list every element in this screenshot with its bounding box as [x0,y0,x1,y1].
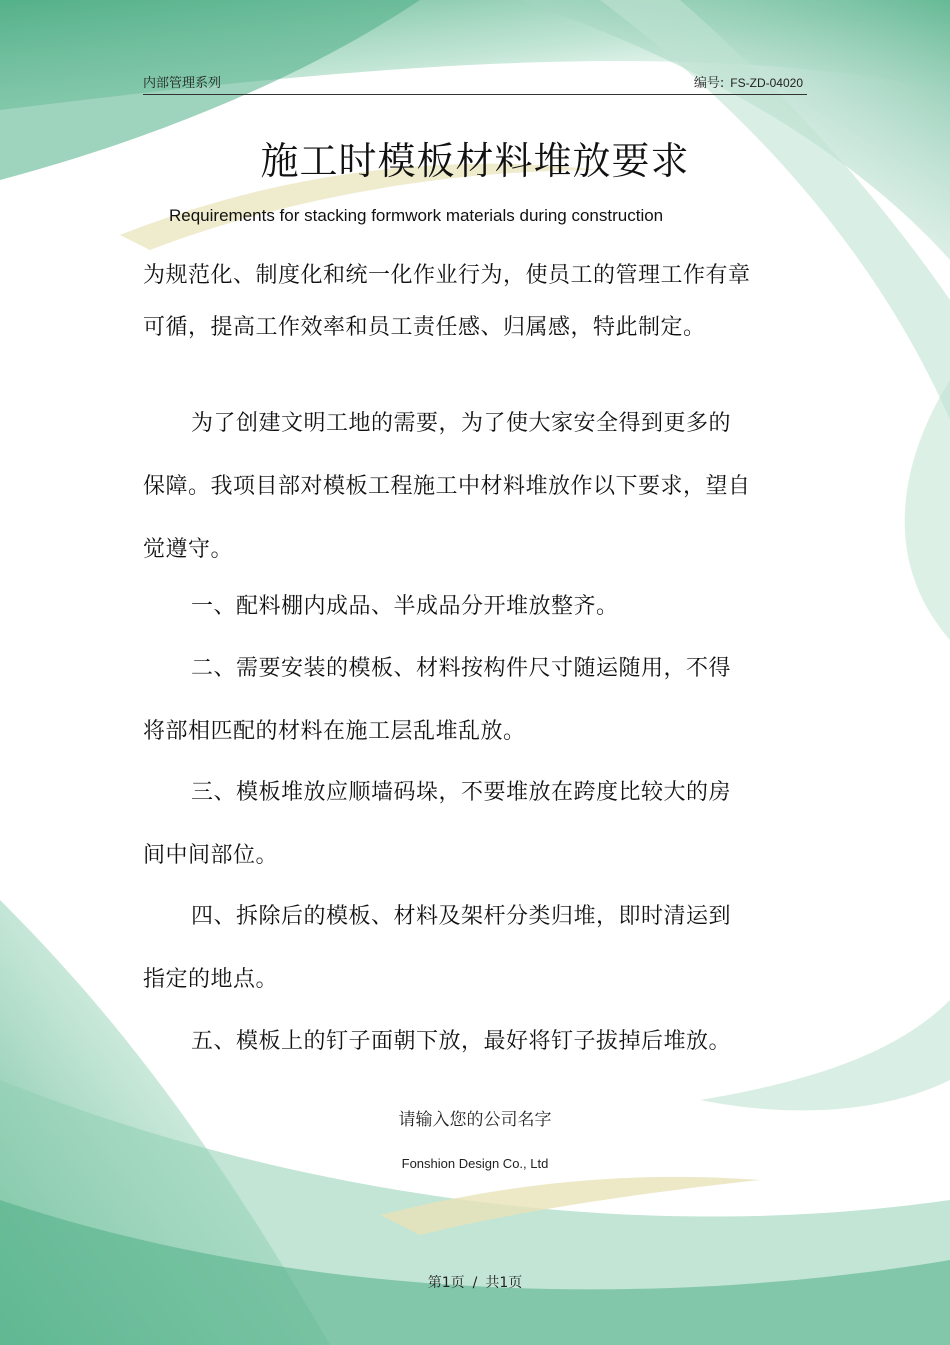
requirement-item: 四、拆除后的模板、材料及架杆分类归堆，即时清运到指定的地点。 [143,904,732,992]
requirement-item: 二、需要安装的模板、材料按构件尺寸随运随用，不得将部相匹配的材料在施工层乱堆乱放。 [143,656,732,744]
page-footer [0,1272,950,1292]
document-title: 施工时模板材料堆放要求 [260,139,690,183]
document-subtitle: Requirements for stacking formwork materials during construction [169,206,664,225]
page-header [143,70,807,95]
code-label: 编号: [693,76,725,91]
requirement-item: 五、模板上的钉子面朝下放，最好将钉子拔掉后堆放。 [191,1029,732,1054]
company-english-name: Fonshion Design Co., Ltd [401,1156,549,1171]
requirement-item: 三、模板堆放应顺墙码垛，不要堆放在跨度比较大的房间中间部位。 [143,780,732,868]
page-total: 共1页 [485,1275,523,1291]
page-current: 第1页 [427,1275,465,1291]
intro-paragraph: 为规范化、制度化和统一化作业行为，使员工的管理工作有章可循，提高工作效率和员工责任感、归属感，特此制定。 [143,263,751,340]
document-code [694,72,803,91]
preface-paragraph: 为了创建文明工地的需要，为了使大家安全得到更多的保障。我项目部对模板工程施工中材料堆放作以下要求，望自觉遵守。 [143,411,751,562]
series-label: 内部管理系列 [143,76,222,91]
requirement-item: 一、配料棚内成品、半成品分开堆放整齐。 [191,594,619,619]
company-name-placeholder: 请输入您的公司名字 [398,1110,552,1130]
code-value: FS-ZD-04020 [730,76,803,90]
page-separator: / [472,1275,478,1291]
